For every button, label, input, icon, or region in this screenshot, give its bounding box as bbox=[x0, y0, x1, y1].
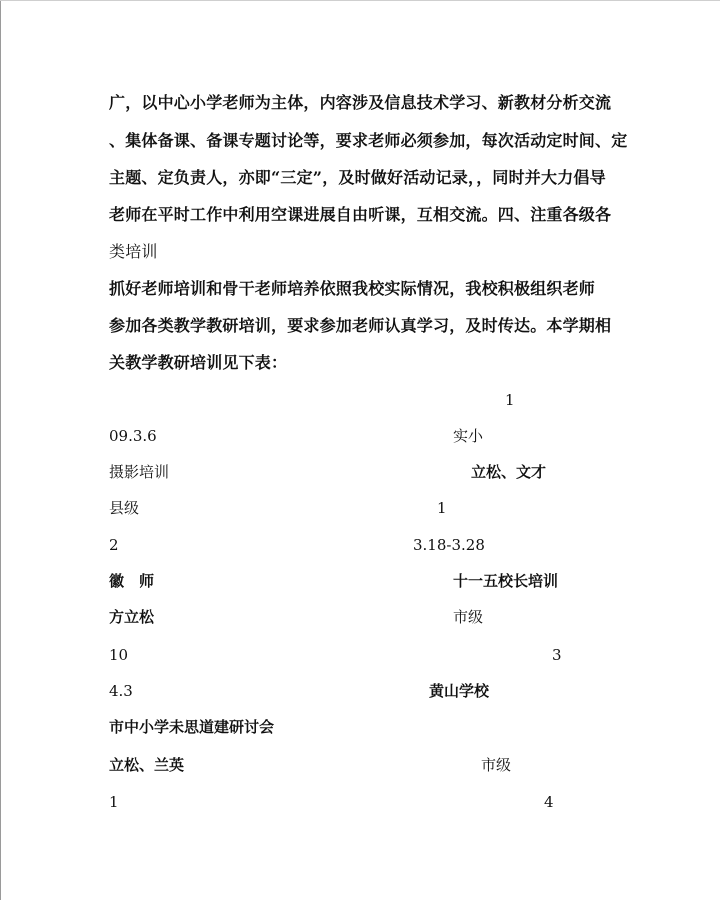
table-cell: 市中小学未思道建研讨会 bbox=[109, 718, 275, 736]
table-cell: 立松、兰英 bbox=[109, 756, 185, 774]
table-cell: 市级 bbox=[481, 756, 512, 774]
paragraph-line-6: 抓好老师培训和骨干老师培养依照我校实际情况，我校积极组织老师 bbox=[109, 279, 596, 298]
table-cell: 10 bbox=[109, 646, 129, 664]
table-cell: 黄山学校 bbox=[429, 682, 490, 700]
table-cell: 十一五校长培训 bbox=[453, 572, 559, 590]
paragraph-line-8: 关教学教研培训见下表： bbox=[109, 353, 288, 372]
paragraph-line-1: 广，以中心小学老师为主体，内容涉及信息技术学习、新教材分析交流 bbox=[109, 93, 612, 112]
paragraph-line-3: 主题、定负责人，亦即“三定”，及时做好活动记录，，同时并大力倡导 bbox=[109, 168, 606, 187]
paragraph-line-4: 老师在平时工作中利用空课进展自由听课，互相交流。四、注重各级各 bbox=[109, 205, 612, 224]
table-cell: 徽 师 bbox=[109, 572, 155, 590]
table-cell: 方立松 bbox=[109, 608, 155, 626]
table-cell: 4 bbox=[544, 793, 554, 811]
paragraph-line-7: 参加各类教学教研培训，要求参加老师认真学习，及时传达。本学期相 bbox=[109, 316, 612, 335]
table-cell: 09.3.6 bbox=[109, 427, 157, 445]
table-cell: 4.3 bbox=[109, 682, 133, 700]
table-cell: 市级 bbox=[453, 608, 484, 626]
table-cell: 3 bbox=[552, 646, 562, 664]
table-cell: 县级 bbox=[109, 499, 140, 517]
table-cell: 1 bbox=[437, 499, 447, 517]
table-cell: 立松、文才 bbox=[471, 463, 547, 481]
paragraph-line-2: 、集体备课、备课专题讨论等，要求老师必须参加，每次活动定时间、定 bbox=[109, 131, 628, 150]
table-cell: 1 bbox=[109, 793, 119, 811]
table-cell: 3.18-3.28 bbox=[413, 536, 485, 554]
table-cell: 实小 bbox=[453, 427, 484, 445]
table-cell: 1 bbox=[505, 391, 515, 409]
table-cell: 摄影培训 bbox=[109, 463, 170, 481]
paragraph-line-5: 类培训 bbox=[109, 242, 158, 261]
table-cell: 2 bbox=[109, 536, 119, 554]
